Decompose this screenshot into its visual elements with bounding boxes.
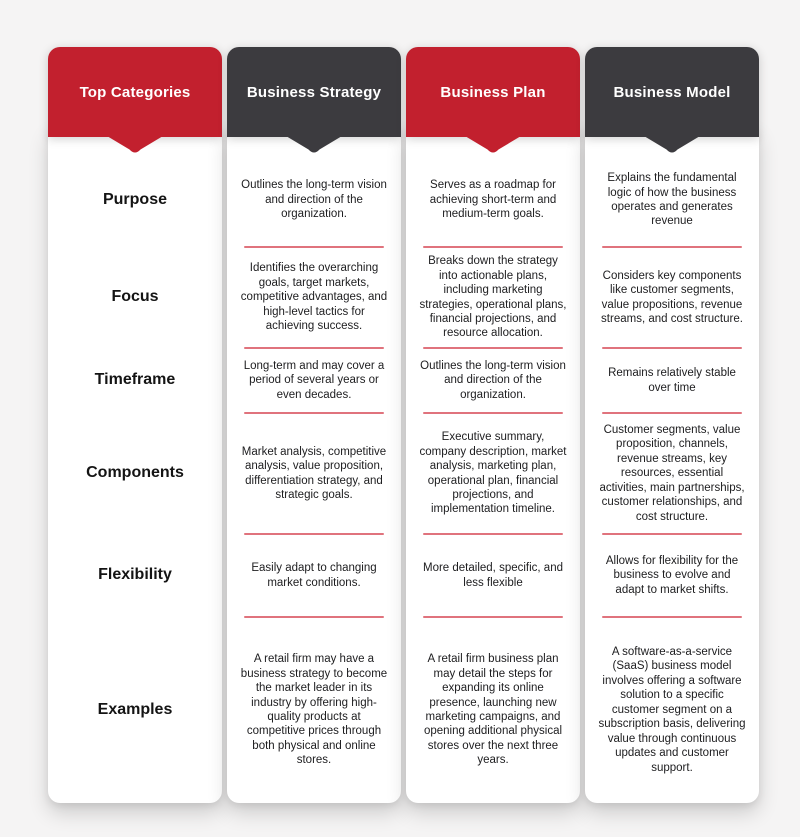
column-header-label: Business Model: [613, 83, 731, 101]
table-cell: Long-term and may cover a period of several years or even decades.: [227, 348, 401, 413]
header-notch-icon: [286, 136, 342, 156]
column-header-business-model: [585, 47, 759, 137]
table-cell: Serves as a roadmap for achieving short-term and medium-term goals.: [406, 137, 580, 247]
row-label-timeframe: Timeframe: [94, 371, 176, 389]
table-cell: Outlines the long-term vision and direction of the organization.: [406, 348, 580, 413]
table-cell: Remains relatively stable over time: [585, 348, 759, 413]
column-body-business-strategy: [227, 125, 401, 803]
table-cell: A retail firm may have a business strategy to become the market leader in its industry by offering high-quality products at competitive prices through both physical and online stores.: [240, 653, 388, 767]
row-label-examples: Examples: [97, 700, 173, 718]
column-header-top-categories: [48, 47, 222, 137]
table-cell: Customer segments, value proposition, channels, revenue streams, key resources, essential activities, main partnerships, customer relationships, and cost structure.: [585, 413, 759, 534]
column-business-model: [585, 47, 759, 803]
table-cell: Executive summary, company description, market analysis, marketing plan, operational plan, financial projections, and implementation timeline.: [406, 413, 580, 534]
header-notch-icon: [465, 136, 521, 156]
table-cell: Allows for flexibility for the business to evolve and adapt to market shifts.: [585, 534, 759, 617]
table-cell: Outlines the long-term vision and direction of the organization.: [227, 137, 401, 247]
table-cell: A software-as-a-service (SaaS) business model involves offering a software solution to a specific customer segment on a subscription basis, delivering value through continuous updates and customer support.: [598, 645, 746, 774]
column-business-plan: [406, 47, 580, 803]
row-label-focus: Focus: [111, 288, 159, 306]
table-cell: Identifies the overarching goals, target markets, competitive advantages, and high-level tactics for achieving success.: [227, 247, 401, 348]
table-cell: More detailed, specific, and less flexible: [406, 534, 580, 617]
table-cell: Considers key components like customer segments, value propositions, revenue streams, and cost structure.: [585, 247, 759, 348]
column-top-categories: [48, 47, 222, 803]
column-header-label: Business Strategy: [246, 83, 382, 101]
column-header-business-plan: [406, 47, 580, 137]
column-body-business-model: [585, 125, 759, 803]
column-business-strategy: [227, 47, 401, 803]
table-cell: Easily adapt to changing market conditions.: [227, 534, 401, 617]
header-notch-icon: [107, 136, 163, 156]
header-notch-icon: [644, 136, 700, 156]
table-cell: Market analysis, competitive analysis, value proposition, differentiation strategy, and strategic goals.: [227, 413, 401, 534]
table-cell: Explains the fundamental logic of how the business operates and generates revenue: [585, 137, 759, 247]
column-body-business-plan: [406, 125, 580, 803]
row-label-components: Components: [86, 464, 184, 482]
column-body-top-categories: [48, 125, 222, 803]
column-header-business-strategy: [227, 47, 401, 137]
row-label-flexibility: Flexibility: [98, 566, 172, 584]
column-header-label: Top Categories: [79, 83, 191, 101]
column-header-label: Business Plan: [440, 83, 546, 101]
row-label-purpose: Purpose: [102, 190, 167, 208]
table-cell: A retail firm business plan may detail the steps for expanding its online presence, launching new marketing campaigns, and opening additional physical stores over the next three years.: [423, 653, 563, 767]
table-cell: Breaks down the strategy into actionable plans, including marketing strategies, operational plans, financial projections, and resource allocation.: [406, 247, 580, 348]
